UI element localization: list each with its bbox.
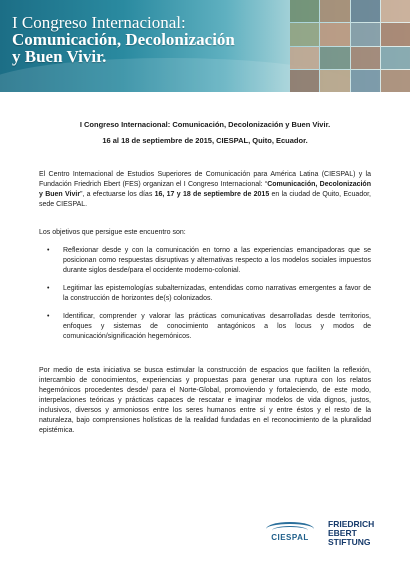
fes-logo-line1: FRIEDRICH [328,519,375,529]
objective-item [39,246,371,276]
banner-title-line1: I Congreso Internacional: [12,13,186,32]
intro-text-3: en la ciudad de Quito, Ecuador, sede CIESPAL. [39,191,371,208]
document-heading: I Congreso Internacional: Comunicación, Decolonización y Buen Vivir. [79,120,331,129]
fes-logo-line3: STIFTUNG [328,537,371,547]
objective-text: Identificar, comprender y valorar las prácticas comunicativas desarrolladas desde territorios, enfoques y sistemas de conocimiento antagónicos a los locus y modos de comunicación/significación hegemónicos. [63,313,371,340]
ciespal-logo [262,522,318,546]
objective-item [39,284,371,304]
objectives-intro: Los objetivos que persigue este encuentro son: [39,229,186,236]
fes-logo-line2: EBERT [328,528,357,538]
banner-title-line3: y Buen Vivir. [12,47,107,66]
closing-paragraph: Por medio de esta iniciativa se busca estimular la construcción de espacios que faciliten la reflexión, intercambio de conocimientos, experiencias y propuestas para generar una ruptura con los relatos hegemónicos procedentes desde/ para el Norte-Global, promoviendo y fortaleciendo, de este modo, interpelaciones teóricas y prácticas capaces de rescatar e imaginar modelos de vida dignos, justos, inclusivos, diversos y armoniosos entre los seres humanos entre sí y entre éstos y el resto de la naturaleza, bajo comprensiones holísticas de la realidad fundadas en el reconocimiento de la pluralidad epistémica. [39,367,371,434]
bullet-icon: • [47,247,50,254]
bullet-icon: • [47,313,50,320]
banner-title [12,14,312,65]
intro-bold-1: Comunicación, Decolonización y Buen Vivir [39,181,371,198]
intro-bold-2: 16, 17 y 18 de septiembre de 2015 [154,191,270,198]
fes-logo [328,520,402,547]
objective-item [39,312,371,342]
banner-title-line2: Comunicación, Decolonización [12,30,235,49]
intro-paragraph [39,170,371,210]
header-banner [0,0,410,92]
document-body [39,120,371,436]
footer-logos [262,520,402,560]
bullet-icon: • [47,285,50,292]
intro-text-2: ”, a efectuarse los días [80,191,155,198]
document-subheading: 16 al 18 de septiembre de 2015, CIESPAL, Quito, Ecuador. [102,136,308,145]
objective-text: Legitimar las epistemologías subalternizadas, entendidas como narrativas emergentes a favor de la construcción de horizontes de(s) colonizados. [63,285,371,302]
intro-text-1: El Centro Internacional de Estudios Superiores de Comunicación para América Latina (CIESPAL) y la Fundación Friedrich Ebert (FES) organizan el I Congreso Internacional: “ [39,171,371,188]
ciespal-logo-text: CIESPAL [271,533,309,542]
objectives-list [39,246,371,342]
objective-text: Reflexionar desde y con la comunicación en torno a las experiencias emancipadoras que se posicionan como respuestas disruptivas y alternativas respecto a los modelos sociales impuestos durante siglos desde/para el occidente moderno-colonial. [63,247,371,274]
